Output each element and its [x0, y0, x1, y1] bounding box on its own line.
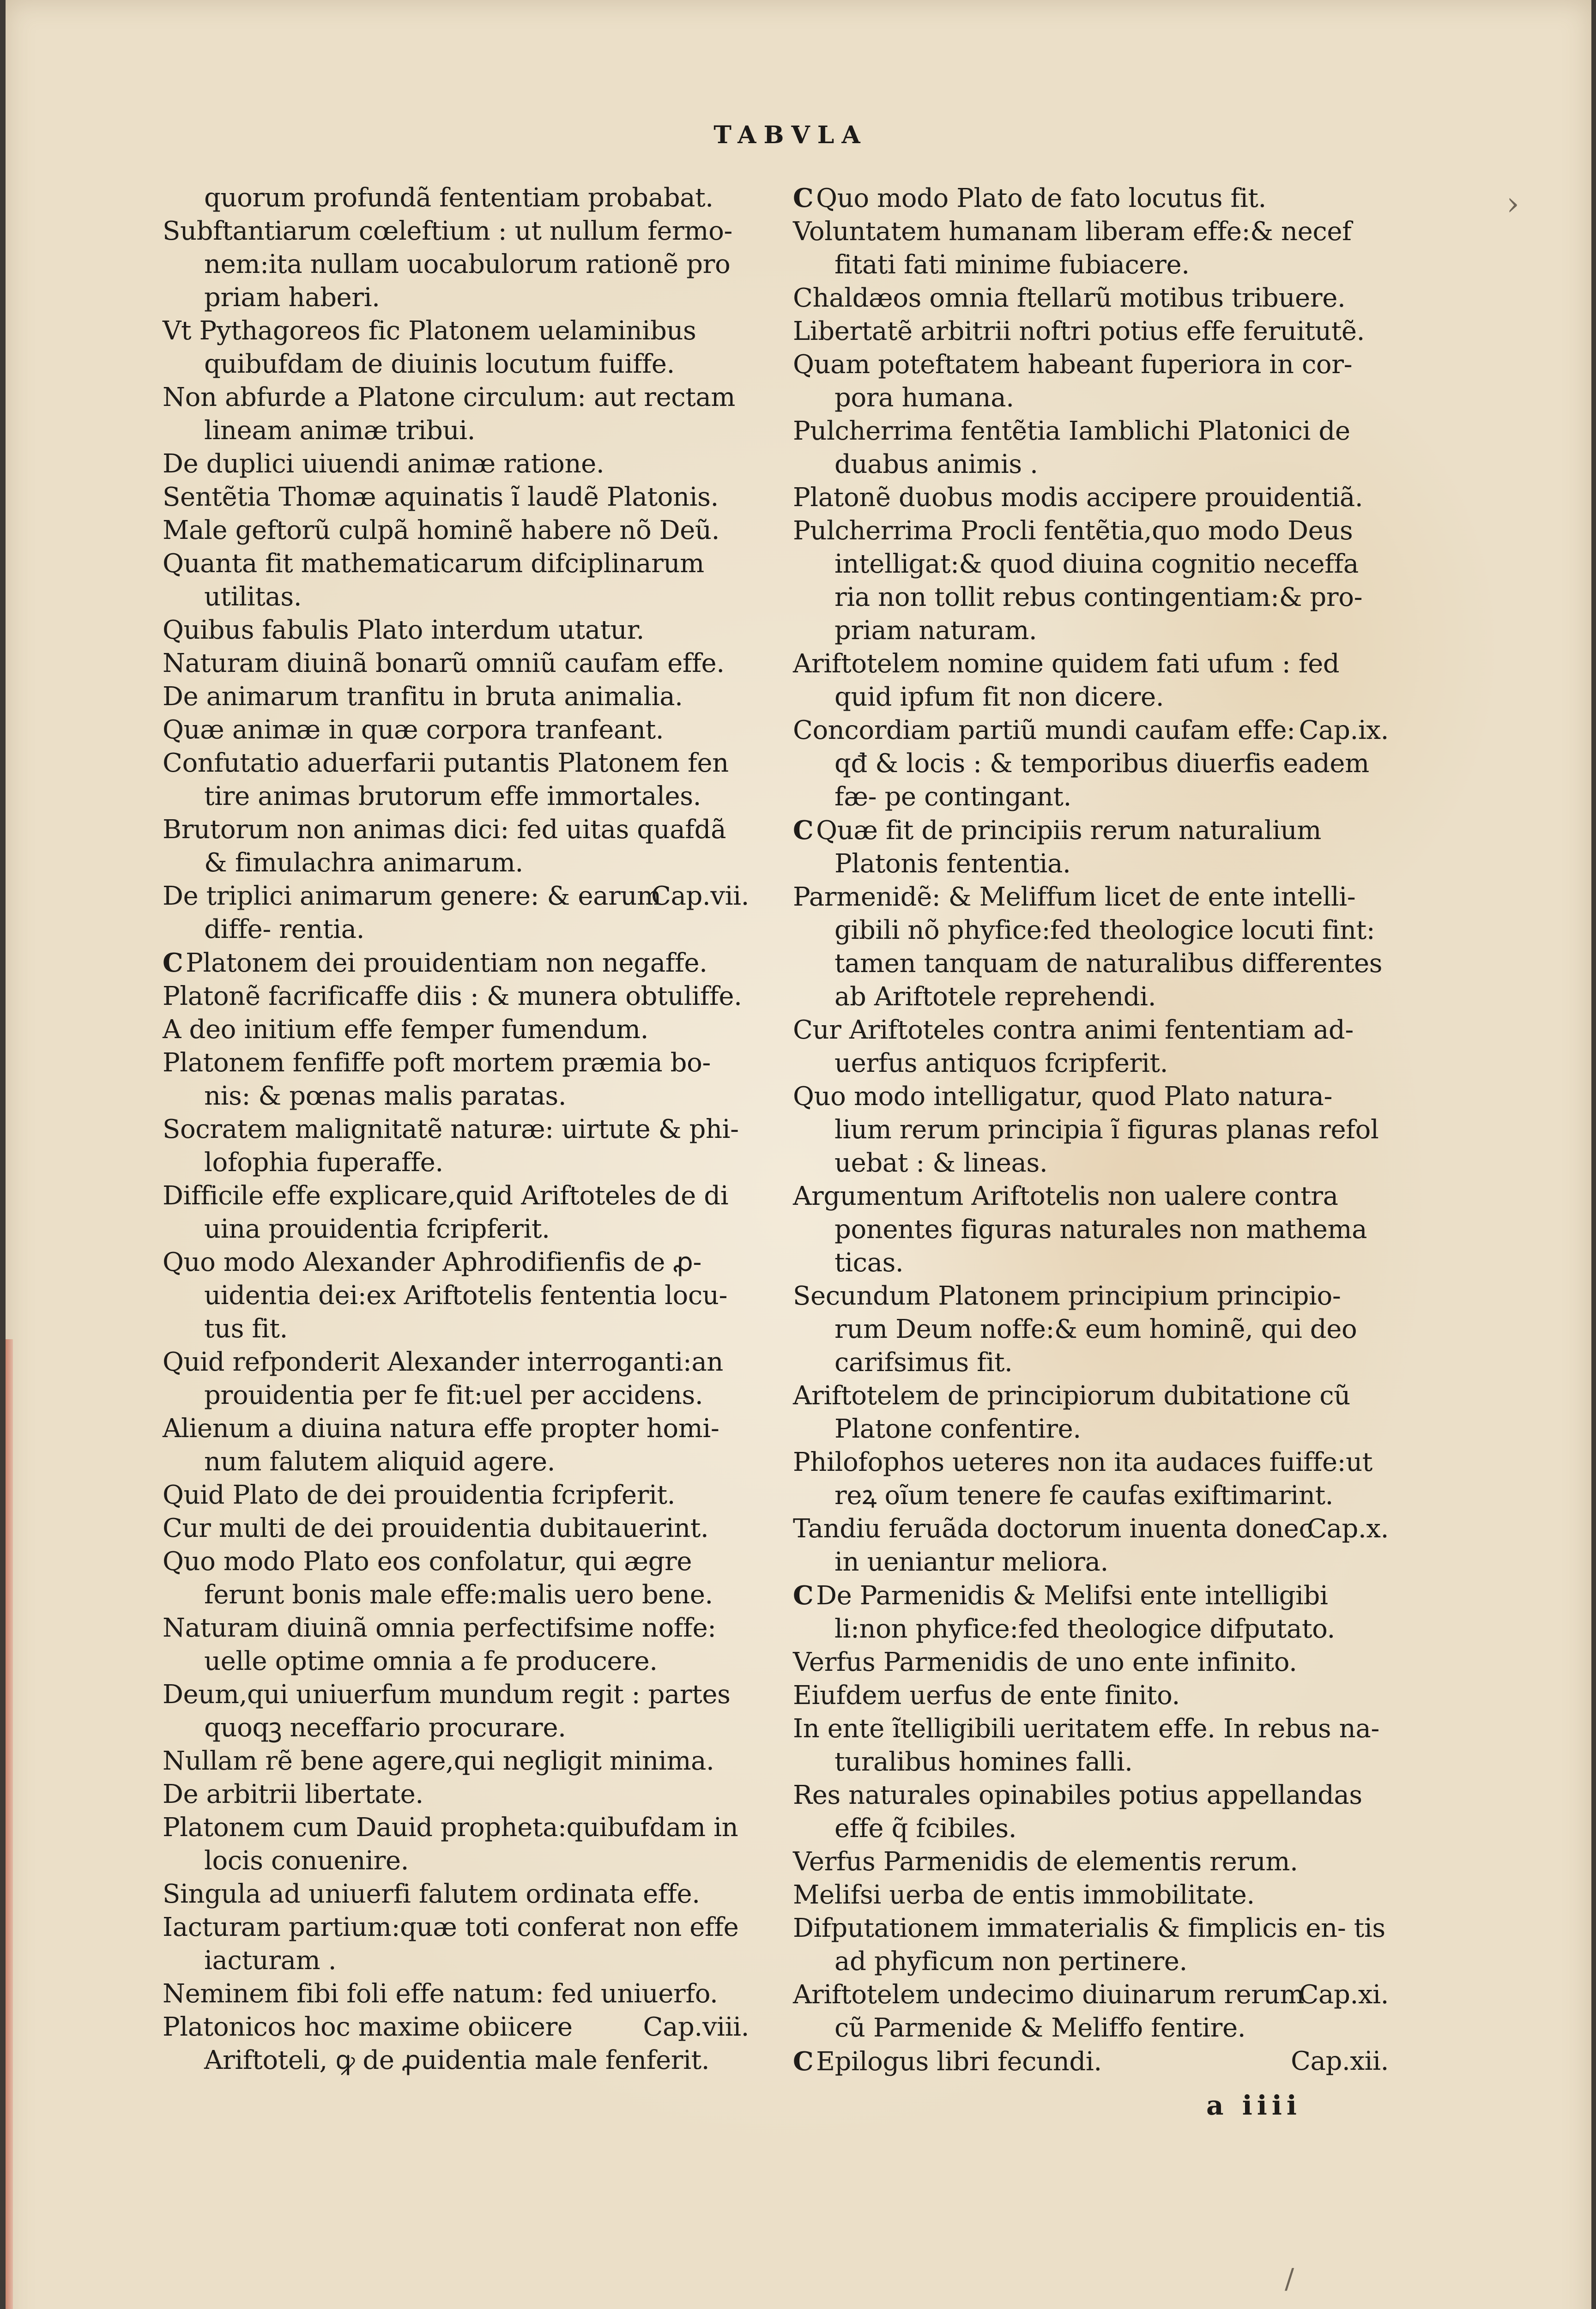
index-entry — [793, 714, 1389, 814]
index-entry — [163, 1412, 749, 1479]
index-entry — [793, 348, 1389, 415]
index-entry — [793, 881, 1389, 1014]
index-entry — [793, 1014, 1389, 1080]
pilcrow-icon: C — [163, 948, 183, 978]
index-entry — [163, 1878, 749, 1911]
index-entry — [793, 1280, 1389, 1379]
entry-text: Quid Plato de dei prouidentia fcripferit. — [163, 1480, 676, 1510]
entry-text: Subftantiarum cœleftium : ut nullum fermo- nem:ita nullam uocabulorum rationẽ pro priam haberi. — [163, 216, 732, 313]
right-column — [793, 181, 1389, 2079]
index-entry — [793, 215, 1389, 282]
entry-text: Platonẽ facrificaffe diis : & munera obtuliffe. — [163, 981, 742, 1011]
index-entry — [163, 946, 749, 980]
entry-text: Naturam diuinã omnia perfectifsime noffe: uelle optime omnia a fe producere. — [163, 1613, 716, 1676]
entry-text: Deum,qui uniuerfum mundum regit : partes quoqꝫ neceffario procurare. — [163, 1680, 731, 1743]
entry-text: De Parmenidis & Melifsi ente intelligibi li:non phyfice:fed theologice difputato. — [816, 1581, 1335, 1644]
entry-text: Iacturam partium:quæ toti conferat non effe iacturam . — [163, 1912, 739, 1976]
index-entry — [793, 1180, 1389, 1280]
margin-mark: / — [1285, 2263, 1294, 2295]
left-column — [163, 181, 749, 2077]
index-entry — [793, 514, 1389, 647]
entry-text: Cur multi de dei prouidentia dubitauerint. — [163, 1513, 709, 1543]
index-entry — [163, 547, 749, 614]
index-entry — [163, 381, 749, 447]
index-entry — [793, 481, 1389, 514]
entry-text: Eiufdem uerfus de ente finito. — [793, 1680, 1180, 1711]
pilcrow-icon: C — [793, 1580, 814, 1611]
entry-text: Secundum Platonem principium principio- rum Deum noffe:& eum hominẽ, qui deo carifsimus fit. — [793, 1281, 1357, 1378]
entry-text: Pulcherrima Procli fentẽtia,quo modo Deus intelligat:& quod diuina cognitio neceffa ria non tollit rebus contingentiam:& pro- priam naturam. — [793, 516, 1363, 646]
entry-text: Vt Pythagoreos fic Platonem uelaminibus quibufdam de diuinis locutum fuiffe. — [163, 316, 696, 379]
signature-mark: a iiii — [1206, 2090, 1301, 2121]
entry-text: Ariftotelem undecimo diuinarum rerum cũ Parmenide & Meliffo fentire. — [793, 1980, 1305, 2043]
chapter-label: Cap.xii. — [1291, 2046, 1389, 2076]
index-entry — [163, 1512, 749, 1545]
index-entry — [793, 415, 1389, 481]
index-entry — [163, 1911, 749, 1977]
index-entry — [793, 1446, 1389, 1512]
entry-text: Ariftotelem nomine quidem fati ufum : fed quid ipfum fit non dicere. — [793, 649, 1340, 712]
entry-text: Quid refponderit Alexander interroganti:an prouidentia per fe fit:uel per accidens. — [163, 1347, 723, 1410]
chapter-label: Cap.xi. — [1299, 1980, 1389, 2010]
index-entry — [163, 447, 749, 481]
entry-text: Male geftorũ culpã hominẽ habere nõ Deũ. — [163, 515, 719, 545]
entry-text: De duplici uiuendi animæ ratione. — [163, 449, 605, 479]
index-entry — [163, 1545, 749, 1612]
index-entry — [793, 1912, 1389, 1978]
entry-text: quorum profundã fententiam probabat. — [204, 183, 713, 213]
entry-text: Difficile effe explicare,quid Ariftoteles de di uina prouidentia fcripferit. — [163, 1181, 729, 1244]
entry-text: Neminem fibi foli effe natum: fed uniuerfo. — [163, 1979, 718, 2009]
entry-text: Quo modo Plato eos confolatur, qui ægre ferunt bonis male effe:malis uero bene. — [163, 1547, 713, 1610]
index-entry — [163, 1778, 749, 1811]
entry-text: Parmenidẽ: & Meliffum licet de ente intelli- gibili nõ phyfice:fed theologice locuti fint: tamen tanquam de naturalibus differentes ab Ariftotele reprehendi. — [793, 882, 1383, 1012]
margin-mark: › — [1506, 185, 1519, 223]
entry-text: Epilogus libri fecundi. — [816, 2047, 1102, 2077]
index-entry — [793, 1379, 1389, 1446]
entry-text: Platonem dei prouidentiam non negaffe. — [186, 948, 707, 978]
entry-text: De triplici animarum genere: & earum diffe- rentia. — [163, 881, 661, 944]
index-entry — [793, 1779, 1389, 1845]
entry-text: A deo initium effe femper fumendum. — [163, 1015, 648, 1045]
entry-text: Difputationem immaterialis & fimplicis en- tis ad phyficum non pertinere. — [793, 1913, 1385, 1977]
entry-text: Quæ fit de principiis rerum naturalium Platonis fententia. — [816, 816, 1322, 879]
index-entry — [163, 1977, 749, 2011]
index-entry — [163, 614, 749, 647]
index-entry — [793, 1879, 1389, 1912]
entry-text: Verfus Parmenidis de uno ente infinito. — [793, 1647, 1297, 1677]
entry-text: Quibus fabulis Plato interdum utatur. — [163, 615, 645, 645]
entry-text: Socratem malignitatẽ naturæ: uirtute & phi- lofophia fuperaffe. — [163, 1114, 739, 1178]
index-entry — [793, 1845, 1389, 1879]
entry-text: De arbitrii libertate. — [163, 1779, 423, 1809]
index-entry — [163, 713, 749, 747]
page-edge — [6, 1339, 13, 2309]
entry-text: Platonẽ duobus modis accipere prouidentiã. — [793, 483, 1363, 513]
entry-text: Argumentum Ariftotelis non ualere contra ponentes figuras naturales non mathema ticas. — [793, 1181, 1367, 1278]
index-entry — [163, 647, 749, 680]
index-entry — [793, 315, 1389, 348]
entry-text: Tandiu feruãda doctorum inuenta donec in ueniantur meliora. — [793, 1514, 1313, 1577]
index-entry — [793, 282, 1389, 315]
index-entry — [163, 1745, 749, 1778]
entry-text: Naturam diuinã bonarũ omniũ caufam effe. — [163, 648, 725, 678]
index-entry — [163, 481, 749, 514]
chapter-label: Cap.viii. — [643, 2012, 749, 2042]
chapter-label: Cap.x. — [1307, 1514, 1389, 1544]
index-entry — [163, 2011, 749, 2077]
entry-text: Quo modo Plato de fato locutus fit. — [816, 183, 1266, 213]
index-entry — [163, 680, 749, 713]
entry-text: Voluntatem humanam liberam effe:& necef fitati fati minime fubiacere. — [793, 217, 1352, 280]
entry-text: Quo modo intelligatur, quod Plato natura- lium rerum principia ĩ figuras planas refol uebat : & lineas. — [793, 1082, 1379, 1178]
index-entry — [163, 1678, 749, 1745]
index-entry — [163, 1113, 749, 1179]
index-entry — [163, 1346, 749, 1412]
index-entry — [793, 1512, 1389, 1579]
chapter-label: Cap.vii. — [651, 881, 749, 911]
entry-text: Platonicos hoc maxime obiicere Ariftoteli, ꝙ de ꝓuidentia male fenferit. — [163, 2012, 710, 2075]
entry-text: Alienum a diuina natura effe propter homi- num falutem aliquid agere. — [163, 1414, 719, 1477]
entry-text: Quanta fit mathematicarum difciplinarum utilitas. — [163, 549, 704, 612]
index-entry — [204, 181, 749, 215]
entry-text: Quæ animæ in quæ corpora tranfeant. — [163, 715, 664, 745]
index-entry — [163, 215, 749, 314]
index-entry — [793, 1712, 1389, 1779]
index-entry — [793, 181, 1389, 215]
index-entry — [163, 1179, 749, 1246]
pilcrow-icon: C — [793, 2046, 814, 2077]
index-entry — [163, 314, 749, 381]
entry-text: Non abfurde a Platone circulum: aut rectam lineam animæ tribui. — [163, 382, 736, 446]
index-entry — [163, 1612, 749, 1678]
book-page — [6, 0, 1591, 2309]
index-entry — [163, 1479, 749, 1512]
index-entry — [793, 647, 1389, 714]
running-head: TABVLA — [713, 121, 868, 149]
index-entry — [163, 1246, 749, 1346]
index-entry — [793, 1646, 1389, 1679]
pilcrow-icon: C — [793, 815, 814, 846]
index-entry — [163, 1811, 749, 1878]
entry-text: Cur Ariftoteles contra animi fententiam ad- uerfus antiquos fcripferit. — [793, 1015, 1354, 1078]
index-entry — [163, 747, 749, 813]
entry-text: Confutatio aduerfarii putantis Platonem fen tire animas brutorum effe immortales. — [163, 748, 729, 811]
entry-text: Verfus Parmenidis de elementis rerum. — [793, 1847, 1298, 1877]
index-entry — [793, 2045, 1389, 2079]
entry-text: Philofophos ueteres non ita audaces fuiffe:ut reꝝ oĩum tenere fe caufas exiftimarint. — [793, 1447, 1372, 1511]
entry-text: Chaldæos omnia ftellarũ motibus tribuere. — [793, 283, 1346, 313]
index-entry — [163, 1013, 749, 1046]
entry-text: Nullam rẽ bene agere,qui negligit minima. — [163, 1746, 714, 1776]
index-entry — [163, 514, 749, 547]
index-entry — [163, 1046, 749, 1113]
entry-text: Quo modo Alexander Aphrodifienfis de ꝓ- uidentia dei:ex Ariftotelis fententia locu- tus fit. — [163, 1247, 728, 1344]
entry-text: Brutorum non animas dici: fed uitas quafdã & fimulachra animarum. — [163, 815, 726, 878]
entry-text: De animarum tranfitu in bruta animalia. — [163, 682, 683, 712]
index-entry — [793, 1579, 1389, 1646]
index-entry — [793, 1978, 1389, 2045]
index-entry — [163, 880, 749, 946]
entry-text: Singula ad uniuerfi falutem ordinata effe. — [163, 1879, 700, 1909]
entry-text: Quam poteftatem habeant fuperiora in cor- pora humana. — [793, 350, 1353, 413]
index-entry — [163, 980, 749, 1013]
entry-text: Ariftotelem de principiorum dubitatione cũ Platone confentire. — [793, 1381, 1350, 1444]
pilcrow-icon: C — [793, 183, 814, 213]
index-entry — [793, 1679, 1389, 1712]
entry-text: In ente ĩtelligibili ueritatem effe. In rebus na- turalibus homines falli. — [793, 1714, 1379, 1777]
entry-text: Res naturales opinabiles potius appellandas effe q̃ fcibiles. — [793, 1780, 1362, 1844]
index-entry — [793, 814, 1389, 881]
entry-text: Concordiam partiũ mundi caufam effe: qđ & locis : & temporibus diuerfis eadem fæ- pe contingant. — [793, 715, 1369, 812]
index-entry — [793, 1080, 1389, 1180]
entry-text: Melifsi uerba de entis immobilitate. — [793, 1880, 1255, 1910]
chapter-label: Cap.ix. — [1299, 715, 1389, 745]
entry-text: Pulcherrima fentẽtia Iamblichi Platonici de duabus animis . — [793, 416, 1350, 479]
entry-text: Platonem fenfiffe poft mortem præmia bo- nis: & pœnas malis paratas. — [163, 1048, 711, 1111]
entry-text: Libertatẽ arbitrii noftri potius effe feruitutẽ. — [793, 316, 1365, 346]
entry-text: Sentẽtia Thomæ aquinatis ĩ laudẽ Platonis. — [163, 482, 719, 512]
entry-text: Platonem cum Dauid propheta:quibufdam in locis conuenire. — [163, 1813, 738, 1876]
index-entry — [163, 813, 749, 880]
